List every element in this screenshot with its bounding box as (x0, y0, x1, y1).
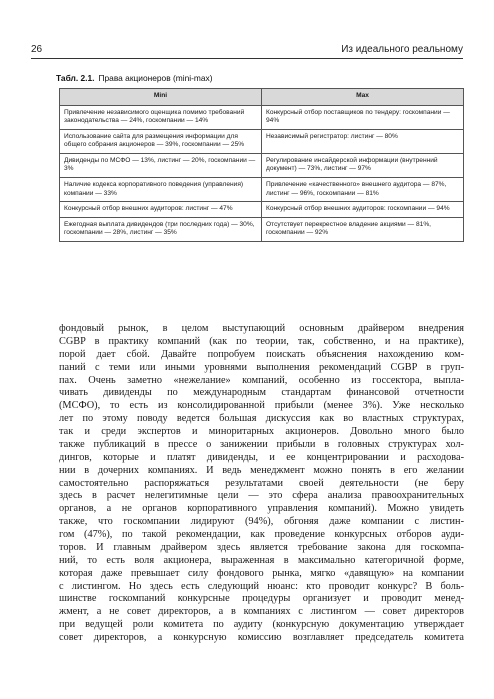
table-caption-label: Табл. 2.1. (56, 73, 95, 83)
body-line: фондовый рынок, в целом выступающий основным драйвером внедрения (59, 323, 464, 334)
body-line: с листингом. Но здесь есть следующий нюанс: кто проводит конкурс? В боль- (59, 580, 464, 592)
body-line: которая даже превышает силу фондового рынка, мягко «давящую» на компании (59, 567, 464, 579)
table-cell-max: Конкурсный отбор поставщиков по тендеру: госкомпании — 94% (262, 105, 464, 129)
table-cell-max: Регулирование инсайдерской информации (внутренний документ) — 73%, листинг — 97% (262, 153, 464, 177)
body-line: самостоятельно распоряжаться результатами своей деятельности (не беру (59, 477, 464, 489)
body-line: паний с теми или иными уровнями выполнения рекомендаций CGBP в груп- (59, 361, 464, 373)
shareholder-rights-table (59, 88, 464, 242)
body-line: пах. Очень заметно «нежелание» компаний, особенно из госсектора, выпла- (59, 374, 464, 386)
body-line: жмент, а не совет директоров, а в компаниях с листингом — совет директоров (59, 606, 464, 618)
table-cell-max: Отсутствует перекрестное владение акциями — 81%, госкомпании — 92% (262, 217, 464, 241)
body-line: при ведущей роли комитета по аудиту (конкурсную документацию утверждает (59, 619, 464, 631)
column-header-max: Max (262, 89, 464, 106)
table-row (60, 105, 464, 129)
body-line: торов. И главным драйвером здесь является требование закона для госкомпа- (59, 541, 464, 553)
table-caption-title: Права акционеров (mini-max) (98, 73, 213, 83)
body-line: CGBP в практику компаний (как по теории, так, собственно, и на практике), (59, 335, 464, 347)
table-row (60, 153, 464, 177)
body-line: гом (47%), по такой рекомендации, как проведение конкурсных отборов ауди- (59, 529, 464, 540)
column-header-mini: Mini (60, 89, 262, 106)
running-header (31, 44, 463, 59)
table-cell-mini: Конкурсный отбор внешних аудиторов: листинг — 47% (60, 202, 262, 218)
table-cell-mini: Привлечение независимого оценщика помимо требований законодательства — 24%, госкомпании — 14% (60, 105, 262, 129)
body-line: порой дает сбой. Давайте попробуем поискать объяснения нахождению ком- (59, 348, 464, 360)
table-cell-mini: Дивиденды по МСФО — 13%, листинг — 20%, госкомпании — 3% (60, 153, 262, 177)
table-caption (56, 73, 213, 83)
body-line: дингов, которые и платят дивиденды, и ее концентрировании и расходова- (59, 451, 464, 463)
body-line: здесь в расчет нелегитимные цели — это сфера анализа правоохранительных (59, 490, 464, 502)
table-cell-mini: Наличие кодекса корпоративного поведения (управления) компании — 33% (60, 177, 262, 201)
body-line: также публикаций в прессе о занижении прибыли в головных структурах хол- (59, 438, 464, 450)
body-line: чивать дивиденды по международным стандартам финансовой отчетности (59, 387, 464, 399)
table-cell-max: Независимый регистратор: листинг — 80% (262, 129, 464, 153)
table-header-row (60, 89, 464, 106)
running-title: Из идеального реальному (341, 44, 463, 55)
body-line: шинстве госкомпаний конкурсные процедуры организует и проводит менед- (59, 593, 464, 605)
table-row (60, 129, 464, 153)
body-text (59, 323, 464, 645)
table-cell-mini: Использование сайта для размещения информации для общего собрания акционеров — 39%, госкомпании — 25% (60, 129, 262, 153)
body-line: ний, то есть воля акционера, выраженная в максимально категоричной форме, (59, 554, 464, 566)
table-row (60, 202, 464, 218)
body-line: так и среди экспертов и миноритарных акционеров. Довольно много было (59, 426, 464, 437)
body-line: также, что госкомпании лидируют (94%), обгоняя даже компании с листин- (59, 516, 464, 528)
table-row (60, 177, 464, 201)
table-cell-max: Привлечение «качественного» внешнего аудитора — 87%, листинг — 96%, госкомпании — 81% (262, 177, 464, 201)
body-line: органов, а не органов корпоративного управления компаний). Можно увидеть (59, 503, 464, 515)
body-line: лет по этому поводу ведется большая дискуссия как во властных структурах, (59, 413, 464, 425)
body-line: совет директоров, а конкурсную комиссию возглавляет председатель комитета (59, 632, 464, 643)
body-line: (МСФО), то есть из консолидированной прибыли (менее 3%). Уже несколько (59, 400, 464, 412)
table-row (60, 217, 464, 241)
table-cell-mini: Ежегодная выплата дивидендов (три последних года) — 30%, госкомпании — 28%, листинг — 35% (60, 217, 262, 241)
page-number: 26 (31, 44, 43, 55)
table-cell-max: Конкурсный отбор внешних аудиторов: госкомпании — 94% (262, 202, 464, 218)
body-line: нии в дочерних компаниях. И ведь менеджмент можно понять в его желании (59, 464, 464, 476)
